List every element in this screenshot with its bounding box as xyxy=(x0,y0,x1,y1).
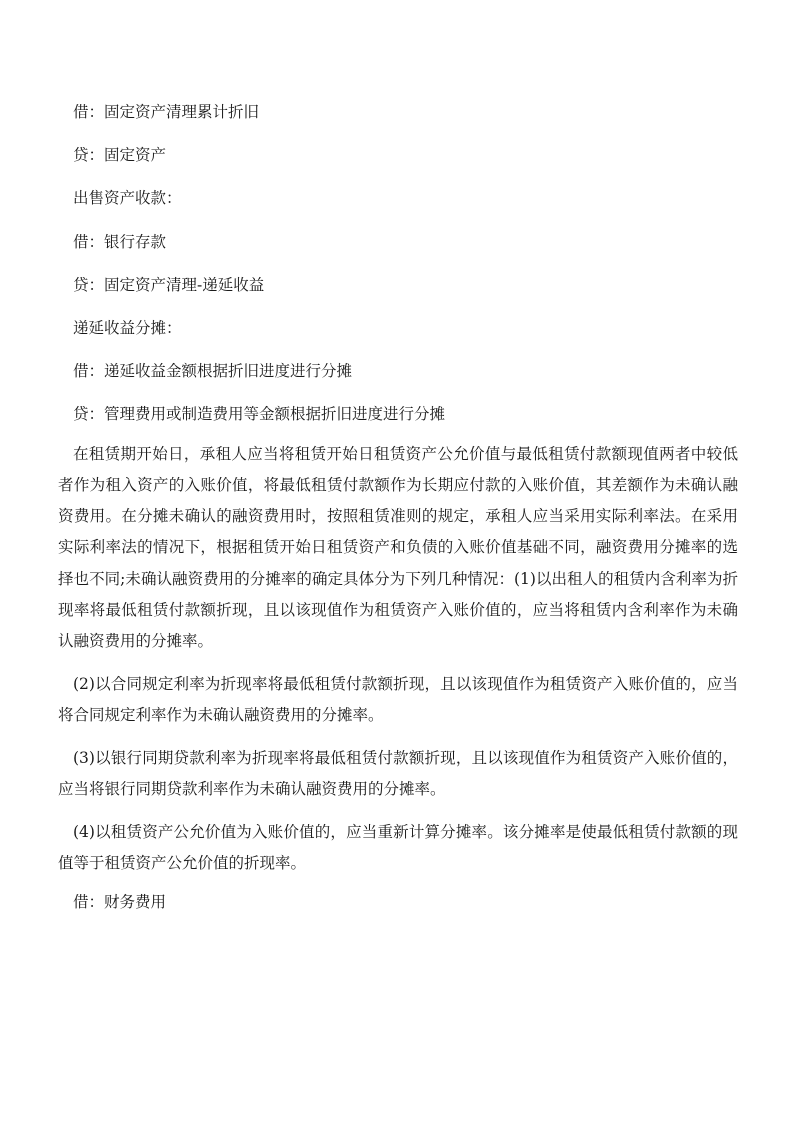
entry-line: 递延收益分摊： xyxy=(73,318,182,337)
entry-line: 贷：固定资产 xyxy=(73,146,167,165)
entry-line: 贷：管理费用或制造费用等金额根据折旧进度进行分摊 xyxy=(73,405,446,424)
closing-entry-line: 借：财务费用 xyxy=(73,892,167,911)
entry-line: 贷：固定资产清理-递延收益 xyxy=(73,275,265,294)
document-body xyxy=(58,101,738,934)
body-paragraph: (4)以租赁资产公允价值为入账价值的，应当重新计算分摊率。该分摊率是使最低租赁付款额的现值等于租赁资产公允价值的折现率。 xyxy=(58,822,738,873)
entry-line: 借：银行存款 xyxy=(73,232,167,251)
entry-line: 出售资产收款： xyxy=(73,189,182,208)
body-paragraph: (2)以合同规定利率为折现率将最低租赁付款额折现，且以该现值作为租赁资产入账价值的，应当将合同规定利率作为未确认融资费用的分摊率。 xyxy=(58,674,738,725)
entry-line: 借：递延收益金额根据折旧进度进行分摊 xyxy=(73,362,353,381)
body-paragraph: 在租赁期开始日，承租人应当将租赁开始日租赁资产公允价值与最低租赁付款额现值两者中较低者作为租入资产的入账价值，将最低租赁付款额作为长期应付款的入账价值，其差额作为未确认融资费用。在分摊未确认的融资费用时，按照租赁准则的规定，承租人应当采用实际利率法。在采用实际利率法的情况下，根据租赁开始日租赁资产和负债的入账价值基础不同，融资费用分摊率的选择也不同;未确认融资费用的分摊率的确定具体分为下列几种情况：(1)以出租人的租赁内含利率为折现率将最低租赁付款额折现，且以该现值作为租赁资产入账价值的，应当将租赁内含利率作为未确认融资费用的分摊率。 xyxy=(58,444,738,651)
entry-line: 借：固定资产清理累计折旧 xyxy=(73,103,260,121)
body-paragraph: (3)以银行同期贷款利率为折现率将最低租赁付款额折现，且以该现值作为租赁资产入账价值的，应当将银行同期贷款利率作为未确认融资费用的分摊率。 xyxy=(58,748,738,799)
